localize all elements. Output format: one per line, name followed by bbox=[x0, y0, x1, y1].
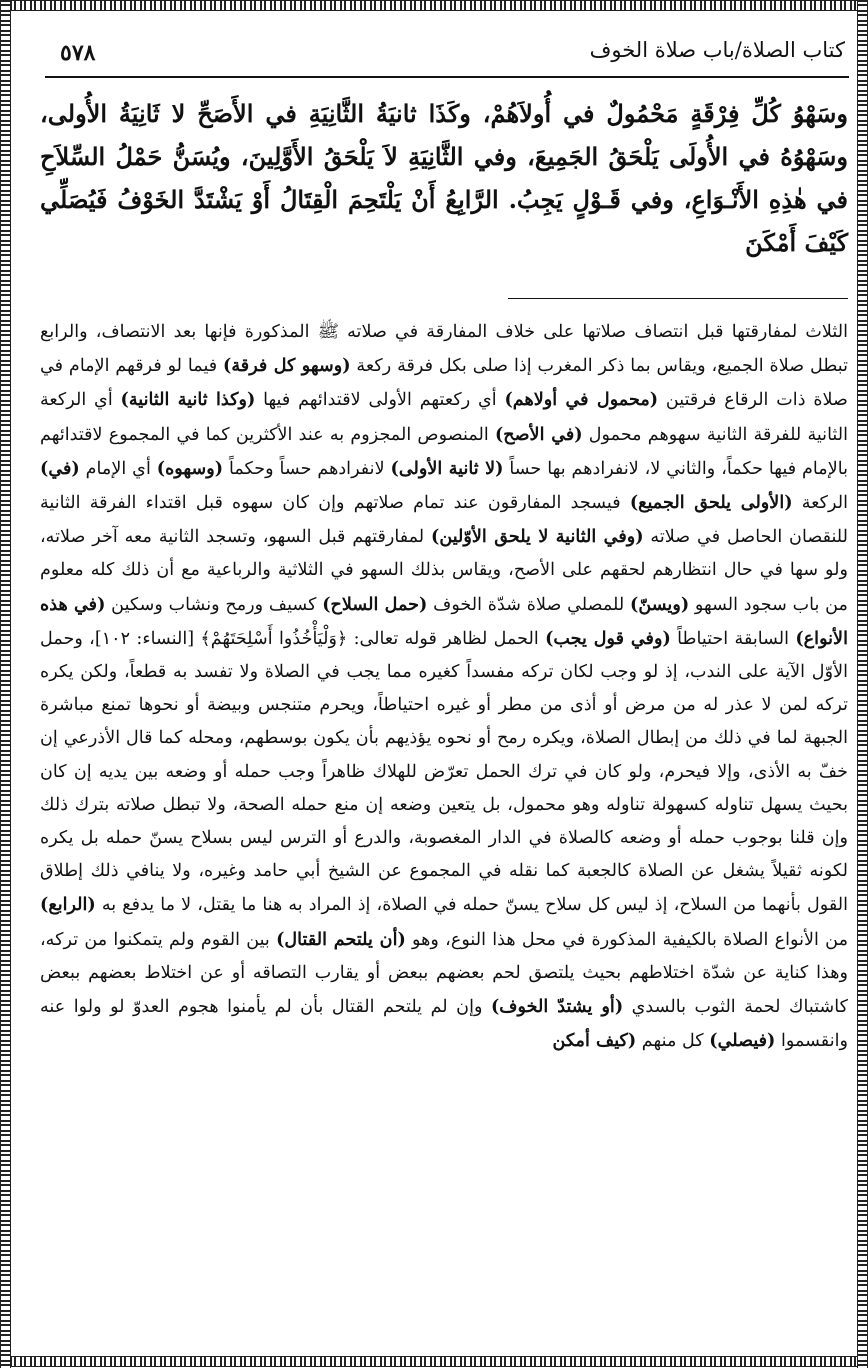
footnote-separator bbox=[508, 298, 848, 299]
running-title: كتاب الصلاة/باب صلاة الخوف bbox=[589, 38, 845, 62]
quoted-matn: (في هذه الأنواع) bbox=[40, 593, 848, 649]
quoted-matn: (وفي الثانية لا يلحق الأوّلين) bbox=[431, 526, 644, 548]
quoted-matn: (أو يشتدّ الخوف) bbox=[490, 996, 624, 1018]
quoted-matn: (فيصلي) bbox=[709, 1030, 776, 1052]
quoted-matn: (وفي قول يجب) bbox=[545, 627, 671, 649]
decorative-border-bottom bbox=[0, 1356, 868, 1367]
quoted-matn: (حمل السلاح) bbox=[322, 593, 428, 615]
main-text-paragraph: وسَهْوُ كُلِّ فِرْقَةٍ مَحْمُولٌ في أُولاَهُمْ، وكَذَا ثانيَةُ الثَّانِيَةِ في الأَصَحِّ لا ثَانِيَةُ الأُولى، وسَهْوُهُ في الأُولَى يَلْحَقُ الجَمِيعَ، وفي الثَّانِيَةِ لاَ يَلْحَقُ الأَوَّلِينَ، ويُسَنُّ حَمْلُ السِّلاَحِ في هٰذِهِ الأَنْـوَاعِ، وفي قَـوْلٍ يَجِبُ. الرَّابِعُ أَنْ يَلْتَحِمَ الْقِتَالُ أَوْ يَشْتَدَّ الخَوْفُ فَيُصَلِّي كَيْفَ أَمْكَنَ bbox=[40, 99, 848, 257]
quoted-matn: (وكذا ثانية الثانية) bbox=[120, 389, 256, 411]
quoted-matn: (وسهوه) bbox=[156, 457, 224, 479]
commentary-text: كسيف ورمح ونشاب وسكين bbox=[105, 594, 323, 615]
quoted-matn: (في الأصح) bbox=[494, 423, 583, 445]
quoted-matn: (لا ثانية الأولى) bbox=[390, 457, 504, 479]
quoted-matn: (كيف أمكن bbox=[552, 1030, 637, 1052]
page-header bbox=[60, 38, 845, 72]
quoted-matn: (وسهو كل فرقة) bbox=[223, 355, 351, 377]
commentary-text: المنصوص المجزوم به عند الأكثرين كما في المجموع لاقتدائهم بالإمام فيها حكماً، والثاني لا، لانفرادهم بها حساً bbox=[40, 424, 848, 479]
quoted-matn: (في) bbox=[40, 457, 80, 479]
quoted-matn: (ويسنّ) bbox=[630, 593, 690, 615]
commentary-block bbox=[40, 316, 848, 1058]
header-rule bbox=[45, 76, 849, 78]
decorative-border-right bbox=[857, 0, 868, 1368]
commentary-text: لانفرادهم حساً وحكماً bbox=[223, 458, 391, 479]
commentary-text: لمفارقتهم قبل السهو، وتسجد الثانية معه آخر صلاته، ولو سها في حال انتظارهم لحقهم على الأصح، ويقاس بذلك السهو في الثلاثية والرباعية مع أن ذلك كله معلوم من باب سجود السهو bbox=[40, 527, 848, 615]
commentary-text: أي ركعتهم الأولى لاقتدائهم فيها bbox=[255, 390, 505, 411]
commentary-text: وإن لم يلتحم القتال بأن لم يأمنوا هجوم العدوّ لو ولوا عنه وانقسموا bbox=[40, 997, 848, 1052]
commentary-text: من الأنواع الصلاة بالكيفية المذكورة في محل هذا النوع، وهو bbox=[405, 929, 848, 950]
commentary-text: أي الركعة الثانية للفرقة الثانية سهوهم محمول bbox=[40, 390, 848, 445]
quoted-matn: (أن يلتحم القتال) bbox=[276, 928, 406, 950]
commentary-text: فيما لو فرقهم الإمام في صلاة ذات الرقاع فرقتين bbox=[40, 356, 848, 411]
commentary-text: السابقة احتياطاً bbox=[670, 628, 796, 649]
commentary-text: بين القوم ولم يتمكنوا من تركه، وهذا كناية عن شدّة اختلاطهم بحيث يلتصق لحم بعضهم ببعض أو يقارب التصاقه أو عن اختلاط بعضهم ببعض كاشتباك لحمة الثوب بالسدي bbox=[40, 929, 848, 1018]
page-number: ٥٧٨ bbox=[60, 40, 96, 66]
commentary-text: أي الإمام bbox=[79, 458, 157, 479]
quoted-matn: (الأولى يلحق الجميع) bbox=[629, 492, 793, 514]
commentary-text: كل منهم bbox=[636, 1031, 710, 1052]
quoted-matn: (محمول في أولاهم) bbox=[504, 389, 659, 411]
commentary-text: فيسجد المفارقون عند تمام صلاتهم وإن كان سهوه قبل اقتداء الفرقة الثانية للنقصان الحاصل في صلاته bbox=[40, 493, 848, 548]
decorative-border-top bbox=[0, 0, 868, 11]
commentary-paragraph bbox=[40, 316, 848, 1058]
quoted-matn: (الرابع) bbox=[40, 894, 96, 916]
decorative-border-left bbox=[0, 0, 11, 1368]
commentary-text: الحمل لظاهر قوله تعالى: ﴿وَلْيَأْخُذُوا أَسْلِحَتَهُمْ﴾ [النساء: ١٠٢]، وحمل الأوّل الآية على الندب، إذ لو وجب لكان تركه مفسداً كغيره مما يجب في الصلاة ولا تفسد به قطعاً، ولكن يكره تركه لمن لا عذر له من مرض أو أذى من مطر أو غيره احتياطاً، ويحرم متنجس وبيضة أو نحوها تمنع مباشرة الجبهة لما في ذلك من إبطال الصلاة، ويكره رمح أو نحوه يؤذيهم بأن يكون بوسطهم، ومحله كما قال الأذرعي إن خفّ به الأذى، وإلا فيحرم، ولو كان في ترك الحمل تعرّض للهلاك ظاهراً وجب حمله أو وضعه بين يديه إن كان بحيث يسهل تناوله كسهولة تناوله وهو محمول، بل يتعين وضعه إن منع حمله الصحة، ولا تبطل صلاته بترك ذلك وإن قلنا بوجوب حمله أو وضعه كالصلاة في الدار المغصوبة، والدرع أو الترس ليس بسلاح يسنّ حمله بل يكره لكونه ثقيلاً يشغل عن الصلاة كالجعبة كما نقله في المجموع عن الشيخ أبي حامد وغيره، ولا ينافي ذلك إطلاق القول بأنهما من السلاح، إذ ليس كل سلاح يسنّ حمله في الصلاة، إذ المراد به هنا ما يقتل، لا ما يدفع به bbox=[40, 628, 848, 916]
main-text-block bbox=[40, 92, 848, 264]
commentary-text: الثلاث لمفارقتها قبل انتصاف صلاتها على خلاف المفارقة في صلاته ﷺ المذكورة فإنها بعد الانتصاف، والرابع تبطل صلاة الجميع، ويقاس بما ذكر المغرب إذا صلى بكل فرقة ركعة bbox=[40, 322, 848, 377]
commentary-text: الركعة bbox=[792, 493, 849, 514]
commentary-text: للمصلي صلاة شدّة الخوف bbox=[427, 594, 631, 615]
